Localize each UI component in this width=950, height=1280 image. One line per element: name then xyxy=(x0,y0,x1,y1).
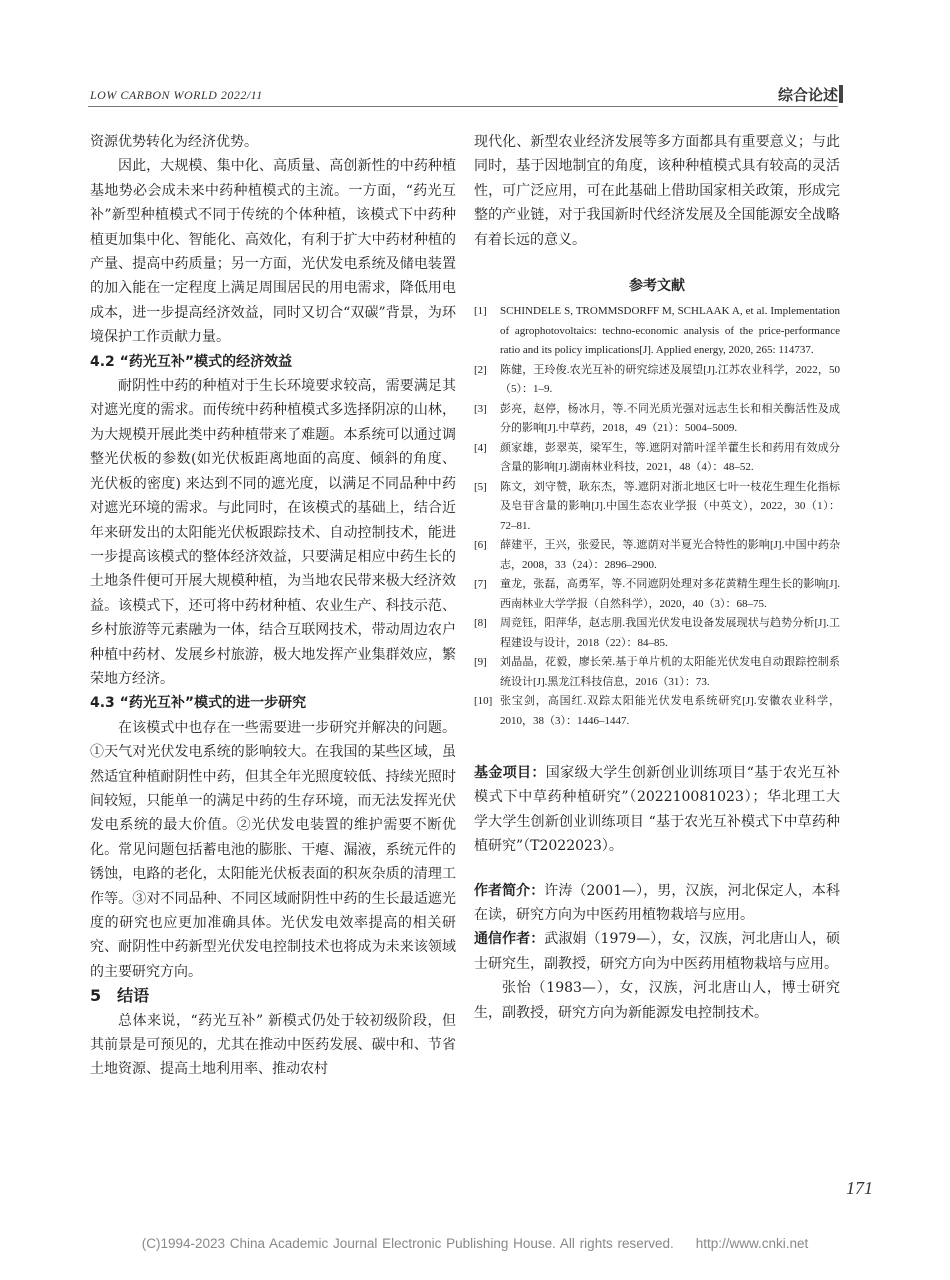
paragraph: 现代化、新型农业经济发展等多方面都具有重要意义；与此同时，基于因地制宜的角度，该种种植模式具有较高的灵活性，可广泛应用，可在此基础上借助国家相关政策，形成完整的产业链，对于我国新时代经济发展及全国能源安全战略有着长远的意义。 xyxy=(474,134,840,248)
reference-number: [6] xyxy=(474,539,487,552)
reference-item xyxy=(474,478,840,537)
reference-text: 张宝剑，高国红.双踪太阳能光伏发电系统研究[J].安徽农业科学，2010，38（3）：1446–1447. xyxy=(500,695,840,727)
fund-info xyxy=(474,761,840,859)
reference-text: 彭亮，赵停，杨冰月，等.不同光质光强对远志生长和相关酶活性及成分的影响[J].中草药，2018，49（21）：5004–5009. xyxy=(500,402,840,435)
paragraph: 总体来说，“药光互补” 新模式仍处于较初级阶段，但其前景是可预见的，尤其在推动中医药发展、碳中和、节省土地资源、提高土地利用率、推动农村 xyxy=(90,1012,456,1078)
second-author: 张怡（1983—），女，汉族，河北唐山人，博士研究生，副教授，研究方向为新能源发电控制技术。 xyxy=(474,980,840,1021)
reference-item xyxy=(474,653,840,692)
paragraph: 资源优势转化为经济优势。 xyxy=(90,134,258,150)
reference-item xyxy=(474,439,840,478)
reference-item xyxy=(474,302,840,361)
section-title: 综合论述 xyxy=(777,86,838,104)
reference-item xyxy=(474,575,840,614)
reference-number: [10] xyxy=(474,695,493,708)
reference-item xyxy=(474,400,840,439)
page-number: 171 xyxy=(846,1178,873,1198)
fund-label: 基金项目： xyxy=(474,765,546,782)
paragraph: 耐阴性中药的种植对于生长环境要求较高，需要满足其对遮光度的需求。而传统中药种植模式多选择阴凉的山林，为大规模开展此类中药种植带来了难题。本系统可以通过调整光伏板的参数(如光伏板距离地面的高度、倾斜的角度、光伏板的密度) 来达到不同的遮光度，以满足不同品种中药对遮光环境的需求。与此同时，在该模式的基础上，结合近年来研发出的太阳能光伏板跟踪技术、自动控制技术，能进一步提高该模式的整体经济效益，只要满足相应中药生长的土地条件便可开展大规模种植，为当地农民带来极大经济效益。该模式下，还可将中药材种植、农业生产、科技示范、乡村旅游等元素融为一体，结合互联网技术，带动周边农户种植中药材、发展乡村旅游，极大地发挥产业集群效应，繁荣地方经济。 xyxy=(90,378,456,687)
left-column xyxy=(90,130,456,1082)
section-heading-4-2: 4.2 “药光互补”模式的经济效益 xyxy=(90,353,293,370)
reference-item xyxy=(474,614,840,653)
reference-item xyxy=(474,692,840,731)
paragraph: 因此，大规模、集中化、高质量、高创新性的中药种植基地势必会成未来中药种植模式的主流。一方面，“药光互补”新型种植模式不同于传统的个体种植，该模式下中药种植更加集中化、智能化、高效化，有利于扩大中药材种植的产量、提高中药质量；另一方面，光伏发电系统及储电装置的加入能在一定程度上满足周围居民的用电需求，降低用电成本，进一步提高经济效益，同时又切合“双碳”背景，为环境保护工作贡献力量。 xyxy=(90,158,456,346)
header-bar xyxy=(839,85,843,103)
reference-text: SCHINDELE S, TROMMSDORFF M, SCHLAAK A, et al. Implementation of agrophotovoltaics: techno-economic analysis of the price-performance ratio and its policy implications[J]. Applied energy, 2020, 265: 114737. xyxy=(500,305,840,357)
author-text: 许涛（2001—），男，汉族，河北保定人，本科在读，研究方向为中医药用植物栽培与应用。 xyxy=(474,882,840,924)
reference-text: 薛建平，王兴，张爱民，等.遮荫对半夏光合特性的影响[J].中国中药杂志，2008，33（24）：2896–2900. xyxy=(500,539,840,571)
reference-text: 童龙，张磊，高勇军，等.不同遮阴处理对多花黄精生理生长的影响[J].西南林业大学学报（自然科学），2020，40（3）：68–75. xyxy=(500,578,840,610)
reference-text: 颜家雄，彭翠英，梁军生，等.遮阴对箭叶淫羊藿生长和药用有效成分含量的影响[J].湖南林业科技，2021，48（4）：48–52. xyxy=(500,441,840,474)
reference-text: 陈文，刘守赞，耿东杰，等.遮阴对浙北地区七叶一枝花生理生化指标及皂苷含量的影响[J].中国生态农业学报（中英文），2022，30（1）：72–81. xyxy=(500,480,840,532)
journal-header: LOW CARBON WORLD 2022/11 xyxy=(90,88,263,102)
right-column xyxy=(474,130,840,1025)
reference-number: [3] xyxy=(474,402,487,415)
reference-number: [5] xyxy=(474,480,487,493)
corr-label: 通信作者： xyxy=(474,931,545,948)
reference-item xyxy=(474,361,840,400)
header-rule xyxy=(88,106,838,107)
references-title: 参考文献 xyxy=(629,278,685,295)
reference-number: [9] xyxy=(474,656,487,669)
reference-list xyxy=(474,302,840,731)
paragraph: 在该模式中也存在一些需要进一步研究并解决的问题。①天气对光伏发电系统的影响较大。在我国的某些区域，虽然适宜种植耐阴性中药，但其全年光照度较低、持续光照时间较短，只能单一的满足中药的生存环境，而无法发挥光伏发电系统的最大价值。②光伏发电装置的维护需要不断优化。常见问题包括蓄电池的膨胀、干瘪、漏液，系统元件的锈蚀，电路的老化，太阳能光伏板表面的积灰杂质的清理工作等。③对不同品种、不同区域耐阴性中药的生长最适遮光度的研究也应更加准确具体。光伏发电效率提高的相关研究、耐阴性中药新型光伏发电控制技术也将成为未来该领域的主要研究方向。 xyxy=(90,719,456,980)
section-heading-4-3: 4.3 “药光互补”模式的进一步研究 xyxy=(90,695,307,712)
reference-item xyxy=(474,536,840,575)
reference-text: 刘晶晶，花毅，廖长荣.基于单片机的太阳能光伏发电自动跟踪控制系统设计[J].黑龙江科技信息，2016（31）：73. xyxy=(500,656,840,688)
copyright-footer xyxy=(0,1236,950,1251)
cnki-link[interactable]: http://www.cnki.net xyxy=(695,1236,809,1251)
copyright-text: (C)1994-2023 China Academic Journal Electronic Publishing House. All rights reserved. xyxy=(141,1236,674,1251)
author-label: 作者简介： xyxy=(474,882,545,899)
corr-text: 武淑娟（1979—），女，汉族，河北唐山人，硕士研究生，副教授，研究方向为中医药用植物栽培与应用。 xyxy=(474,931,840,972)
section-heading-5: 5 结语 xyxy=(90,986,150,1006)
corresponding-author xyxy=(474,927,840,976)
reference-number: [4] xyxy=(474,441,487,454)
author-info xyxy=(474,879,840,928)
reference-number: [1] xyxy=(474,305,487,318)
reference-text: 周竞钰，阳萍华，赵志朋.我国光伏发电设备发展现状与趋势分析[J].工程建设与设计，2018（22）：84–85. xyxy=(500,617,840,649)
fund-text: 国家级大学生创新创业训练项目“基于农光互补模式下中草药种植研究”（202210081023）；华北理工大学大学生创新创业训练项目 “基于农光互补模式下中草药种植研究”（T2022023）。 xyxy=(474,765,841,855)
reference-number: [7] xyxy=(474,578,487,591)
reference-text: 陈健，王玲俊.农光互补的研究综述及展望[J].江苏农业科学，2022，50（5）：1–9. xyxy=(500,363,840,396)
reference-number: [8] xyxy=(474,617,487,630)
reference-number: [2] xyxy=(474,363,487,376)
